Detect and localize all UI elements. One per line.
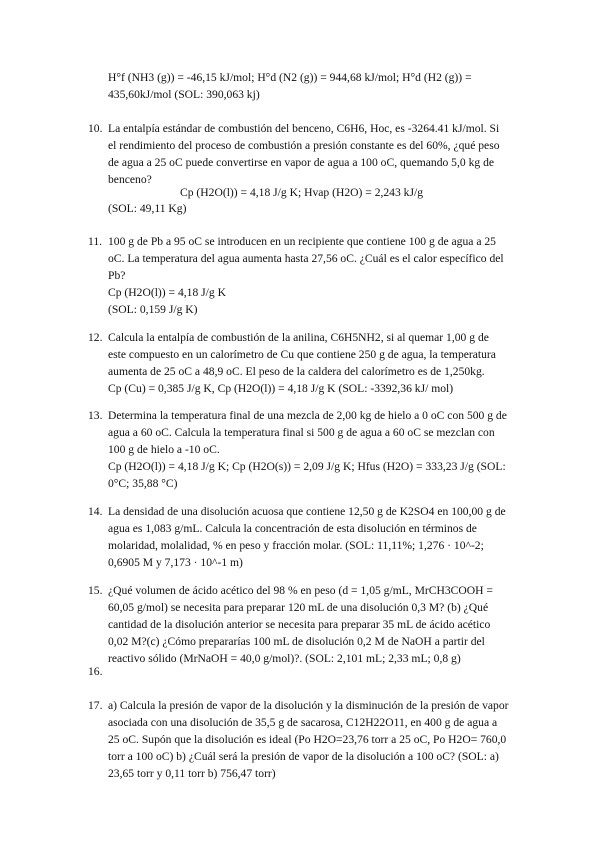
text-line: asociada con una disolución de 35,5 g de sacarosa, C12H22O11, en 400 g de agua a <box>108 716 498 729</box>
problem-number: 11. <box>88 235 103 248</box>
text-line: 100 g de hielo a -10 oC. <box>108 443 220 456</box>
text-line: el rendimiento del proceso de combustión a presión constante es del 60%, ¿qué peso <box>108 139 500 152</box>
problem-number: 16. <box>88 665 103 678</box>
text-line: 25 oC. Supón que la disolución es ideal (Po H2O=23,76 torr a 25 oC, Po H2O= 760,0 <box>108 733 507 746</box>
problem-number: 13. <box>88 409 103 422</box>
text-line: 100 g de Pb a 95 oC se introducen en un recipiente que contiene 100 g de agua a 25 <box>108 235 496 248</box>
text-line: molaridad, molalidad, % en peso y fracción molar. (SOL: 11,11%; 1,276 · 10^-2; <box>108 539 484 552</box>
text-line: Cp (H2O(l)) = 4,18 J/g K; Hvap (H2O) = 2,243 kJ/g <box>180 186 423 199</box>
text-line: oC. La temperatura del agua aumenta hasta 27,56 oC. ¿Cuál es el calor específico del <box>108 252 504 265</box>
text-line: 0°C; 35,88 °C) <box>108 477 178 490</box>
text-line: Cp (H2O(l)) = 4,18 J/g K <box>108 286 226 299</box>
text-line: (SOL: 0,159 J/g K) <box>108 303 198 316</box>
text-line: aumenta de 25 oC a 48,9 oC. El peso de la caldera del calorímetro es de 1,250kg. <box>108 365 485 378</box>
text-line: ¿Qué volumen de ácido acético del 98 % en peso (d = 1,05 g/mL, MrCH3COOH = <box>108 584 493 597</box>
text-line: La densidad de una disolución acuosa que contiene 12,50 g de K2SO4 en 100,00 g de <box>108 505 506 518</box>
text-line: torr a 100 oC) b) ¿Cuál será la presión de vapor de la disolución a 100 oC? (SOL: a) <box>108 750 499 763</box>
text-line: H°f (NH3 (g)) = -46,15 kJ/mol; H°d (N2 (g)) = 944,68 kJ/mol; H°d (H2 (g)) = <box>108 71 472 84</box>
problem-number: 14. <box>88 505 103 518</box>
text-line: 0,6905 M y 7,173 · 10^-1 m) <box>108 556 243 569</box>
text-line: a) Calcula la presión de vapor de la disolución y la disminución de la presión de vapor <box>108 699 509 712</box>
text-line: (SOL: 49,11 Kg) <box>108 202 187 215</box>
text-line: La entalpía estándar de combustión del benceno, C6H6, Hoc, es -3264.41 kJ/mol. Si <box>108 122 500 135</box>
text-line: Determina la temperatura final de una mezcla de 2,00 kg de hielo a 0 oC con 500 g de <box>108 409 507 422</box>
text-line: agua a 60 oC. Calcula la temperatura final si 500 g de agua a 60 oC se mezclan con <box>108 426 495 439</box>
text-line: Pb? <box>108 269 126 282</box>
text-line: Cp (H2O(l)) = 4,18 J/g K; Cp (H2O(s)) = 2,09 J/g K; Hfus (H2O) = 333,23 J/g (SOL: <box>108 460 506 473</box>
text-line: Calcula la entalpía de combustión de la anilina, C6H5NH2, si al quemar 1,00 g de <box>108 331 489 344</box>
text-line: 60,05 g/mol) se necesita para preparar 120 mL de una disolución 0,3 M? (b) ¿Qué <box>108 601 489 614</box>
text-line: de agua a 25 oC puede convertirse en vapor de agua a 100 oC, quemando 5,0 kg de <box>108 156 495 169</box>
text-line: cantidad de la disolución anterior se necesita para preparar 35 mL de ácido acético <box>108 618 491 631</box>
problem-number: 17. <box>88 699 103 712</box>
text-line: reactivo sólido (MrNaOH = 40,0 g/mol)?. (SOL: 2,101 mL; 2,33 mL; 0,8 g) <box>108 652 461 665</box>
text-line: 23,65 torr y 0,11 torr b) 756,47 torr) <box>108 767 276 780</box>
problem-number: 15. <box>88 584 103 597</box>
text-line: este compuesto en un calorímetro de Cu que contiene 250 g de agua, la temperatura <box>108 348 496 361</box>
text-line: 435,60kJ/mol (SOL: 390,063 kj) <box>108 88 260 101</box>
text-line: agua es 1,083 g/mL. Calcula la concentración de esta disolución en términos de <box>108 522 477 535</box>
problem-number: 12. <box>88 331 103 344</box>
problem-number: 10. <box>88 122 103 135</box>
text-line: 0,02 M?(c) ¿Cómo prepararías 100 mL de disolución 0,2 M de NaOH a partir del <box>108 635 485 648</box>
text-line: Cp (Cu) = 0,385 J/g K, Cp (H2O(l)) = 4,18 J/g K (SOL: -3392,36 kJ/ mol) <box>108 382 454 395</box>
text-line: benceno? <box>108 173 152 186</box>
